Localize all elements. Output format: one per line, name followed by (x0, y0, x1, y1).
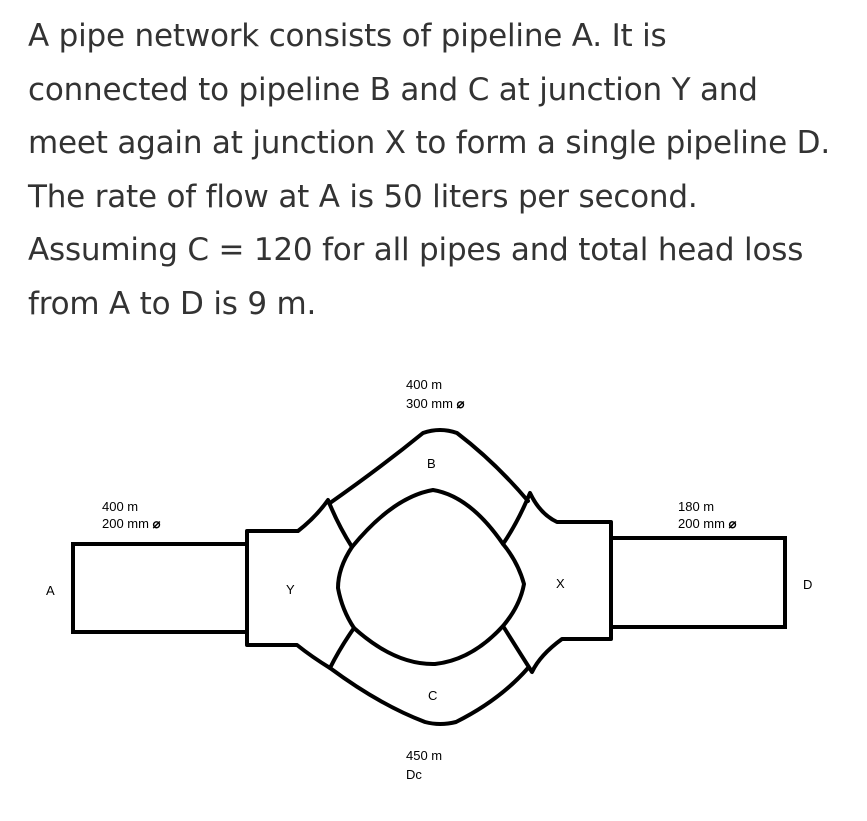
pipe-d-name-label: D (803, 577, 813, 592)
junction-x-label: X (556, 576, 565, 591)
problem-line: connected to pipeline B and C at junction Y and (28, 71, 758, 108)
junction-y (247, 500, 354, 668)
pipe-c-name-label: C (428, 688, 438, 703)
pipe-a-name-label: A (46, 583, 55, 598)
pipe-b-diameter-label: 300 mm ⌀ (406, 396, 465, 411)
pipe-a (73, 544, 247, 632)
pipe-b-inner (352, 490, 503, 547)
pipe-c-inner (354, 626, 503, 664)
diameter-symbol-icon: ⌀ (152, 516, 161, 531)
pipe-c-diameter-label: Dc (406, 767, 422, 782)
pipe-a-diameter-label: 200 mm ⌀ (102, 516, 161, 531)
pipe-b-length-label: 400 m (406, 377, 443, 392)
pipe-d (611, 538, 785, 627)
problem-line: Assuming C = 120 for all pipes and total head loss (28, 232, 804, 268)
pipe-d-diameter-label: 200 mm ⌀ (678, 516, 737, 531)
junction-y-label: Y (286, 582, 295, 597)
diameter-symbol-icon: ⌀ (456, 396, 465, 411)
problem-line: meet again at junction X to form a single pipeline D. (28, 125, 830, 161)
pipe-a-length-label: 400 m (102, 499, 139, 514)
problem-line: from A to D is 9 m. (28, 285, 317, 322)
pipe-d-length-label: 180 m (678, 499, 715, 514)
pipe-c-length-label: 450 m (406, 748, 443, 763)
diameter-symbol-icon: ⌀ (728, 516, 737, 531)
problem-line: A pipe network consists of pipeline A. It is (28, 18, 667, 54)
pipe-b-name-label: B (427, 456, 436, 471)
problem-line: The rate of flow at A is 50 liters per second. (28, 178, 698, 215)
